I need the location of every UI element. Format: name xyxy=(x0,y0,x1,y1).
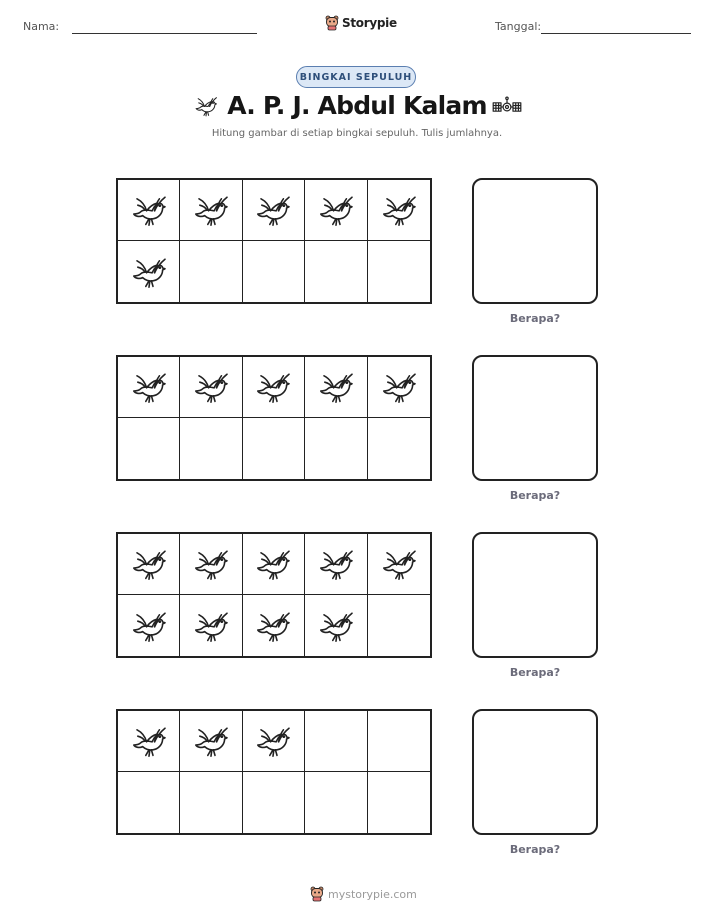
footer xyxy=(310,886,417,902)
frame-cell xyxy=(305,595,367,656)
dove-icon xyxy=(192,93,220,119)
frame-cell xyxy=(243,711,305,772)
dove-icon xyxy=(129,190,169,230)
answer-prompt: Berapa? xyxy=(509,843,561,856)
name-line[interactable] xyxy=(72,33,257,34)
frame-cell xyxy=(368,711,430,772)
frame-cell xyxy=(305,534,367,595)
answer-prompt: Berapa? xyxy=(509,666,561,679)
frame-cell xyxy=(243,241,305,302)
dove-icon xyxy=(253,544,293,584)
frame-cell xyxy=(243,180,305,241)
frame-cell xyxy=(368,595,430,656)
dove-icon xyxy=(316,367,356,407)
frame-cell xyxy=(243,357,305,418)
ten-frame xyxy=(116,355,432,481)
frame-cell xyxy=(368,772,430,833)
dove-icon xyxy=(129,367,169,407)
date-label: Tanggal: xyxy=(495,20,542,33)
frame-cell xyxy=(118,534,180,595)
ten-frame xyxy=(116,178,432,304)
frame-cell xyxy=(305,711,367,772)
frame-cell xyxy=(118,711,180,772)
frame-cell xyxy=(118,595,180,656)
frame-cell xyxy=(305,180,367,241)
answer-box[interactable] xyxy=(472,532,598,658)
frame-cell xyxy=(368,534,430,595)
frame-cell xyxy=(180,711,242,772)
name-label: Nama: xyxy=(23,20,60,33)
answer-prompt: Berapa? xyxy=(509,312,561,325)
footer-url: mystorypie.com xyxy=(328,887,417,901)
frame-cell xyxy=(243,595,305,656)
answer-prompt: Berapa? xyxy=(509,489,561,502)
frame-cell xyxy=(180,357,242,418)
storypie-mascot-icon xyxy=(325,15,339,31)
dove-icon xyxy=(253,190,293,230)
frame-cell xyxy=(368,180,430,241)
frame-cell xyxy=(368,418,430,479)
dove-icon xyxy=(191,721,231,761)
frame-cell xyxy=(118,180,180,241)
frame-cell xyxy=(118,418,180,479)
storypie-mascot-icon xyxy=(310,886,324,902)
dove-icon xyxy=(316,606,356,646)
dove-icon xyxy=(253,721,293,761)
frame-cell xyxy=(180,180,242,241)
brand-name: Storypie xyxy=(342,16,397,30)
frame-cell xyxy=(305,357,367,418)
dove-icon xyxy=(316,544,356,584)
frame-cell xyxy=(368,241,430,302)
dove-icon xyxy=(253,367,293,407)
answer-box[interactable] xyxy=(472,709,598,835)
dove-icon xyxy=(129,544,169,584)
frame-cell xyxy=(368,357,430,418)
frame-cell xyxy=(118,772,180,833)
dove-icon xyxy=(129,252,169,292)
frame-cell xyxy=(180,534,242,595)
frame-cell xyxy=(118,241,180,302)
frame-cell xyxy=(243,534,305,595)
dove-icon xyxy=(379,190,419,230)
frame-cell xyxy=(180,241,242,302)
frame-cell xyxy=(243,772,305,833)
dove-icon xyxy=(191,367,231,407)
dove-icon xyxy=(379,544,419,584)
date-line[interactable] xyxy=(541,33,691,34)
frame-cell xyxy=(180,772,242,833)
answer-box[interactable] xyxy=(472,178,598,304)
dove-icon xyxy=(129,606,169,646)
dove-icon xyxy=(191,606,231,646)
frame-cell xyxy=(305,418,367,479)
page-title: A. P. J. Abdul Kalam xyxy=(227,91,487,120)
answer-box[interactable] xyxy=(472,355,598,481)
worksheet-type-badge: BINGKAI SEPULUH xyxy=(296,66,416,88)
dove-icon xyxy=(129,721,169,761)
ten-frame xyxy=(116,532,432,658)
instructions: Hitung gambar di setiap bingkai sepuluh. Tulis jumlahnya. xyxy=(211,128,503,139)
dove-icon xyxy=(379,367,419,407)
dove-icon xyxy=(316,190,356,230)
ten-frame xyxy=(116,709,432,835)
brand-logo xyxy=(325,13,397,33)
dove-icon xyxy=(253,606,293,646)
frame-cell xyxy=(180,418,242,479)
frame-cell xyxy=(118,357,180,418)
frame-cell xyxy=(305,772,367,833)
dove-icon xyxy=(191,544,231,584)
satellite-icon xyxy=(492,95,522,119)
frame-cell xyxy=(305,241,367,302)
frame-cell xyxy=(243,418,305,479)
frame-cell xyxy=(180,595,242,656)
dove-icon xyxy=(191,190,231,230)
